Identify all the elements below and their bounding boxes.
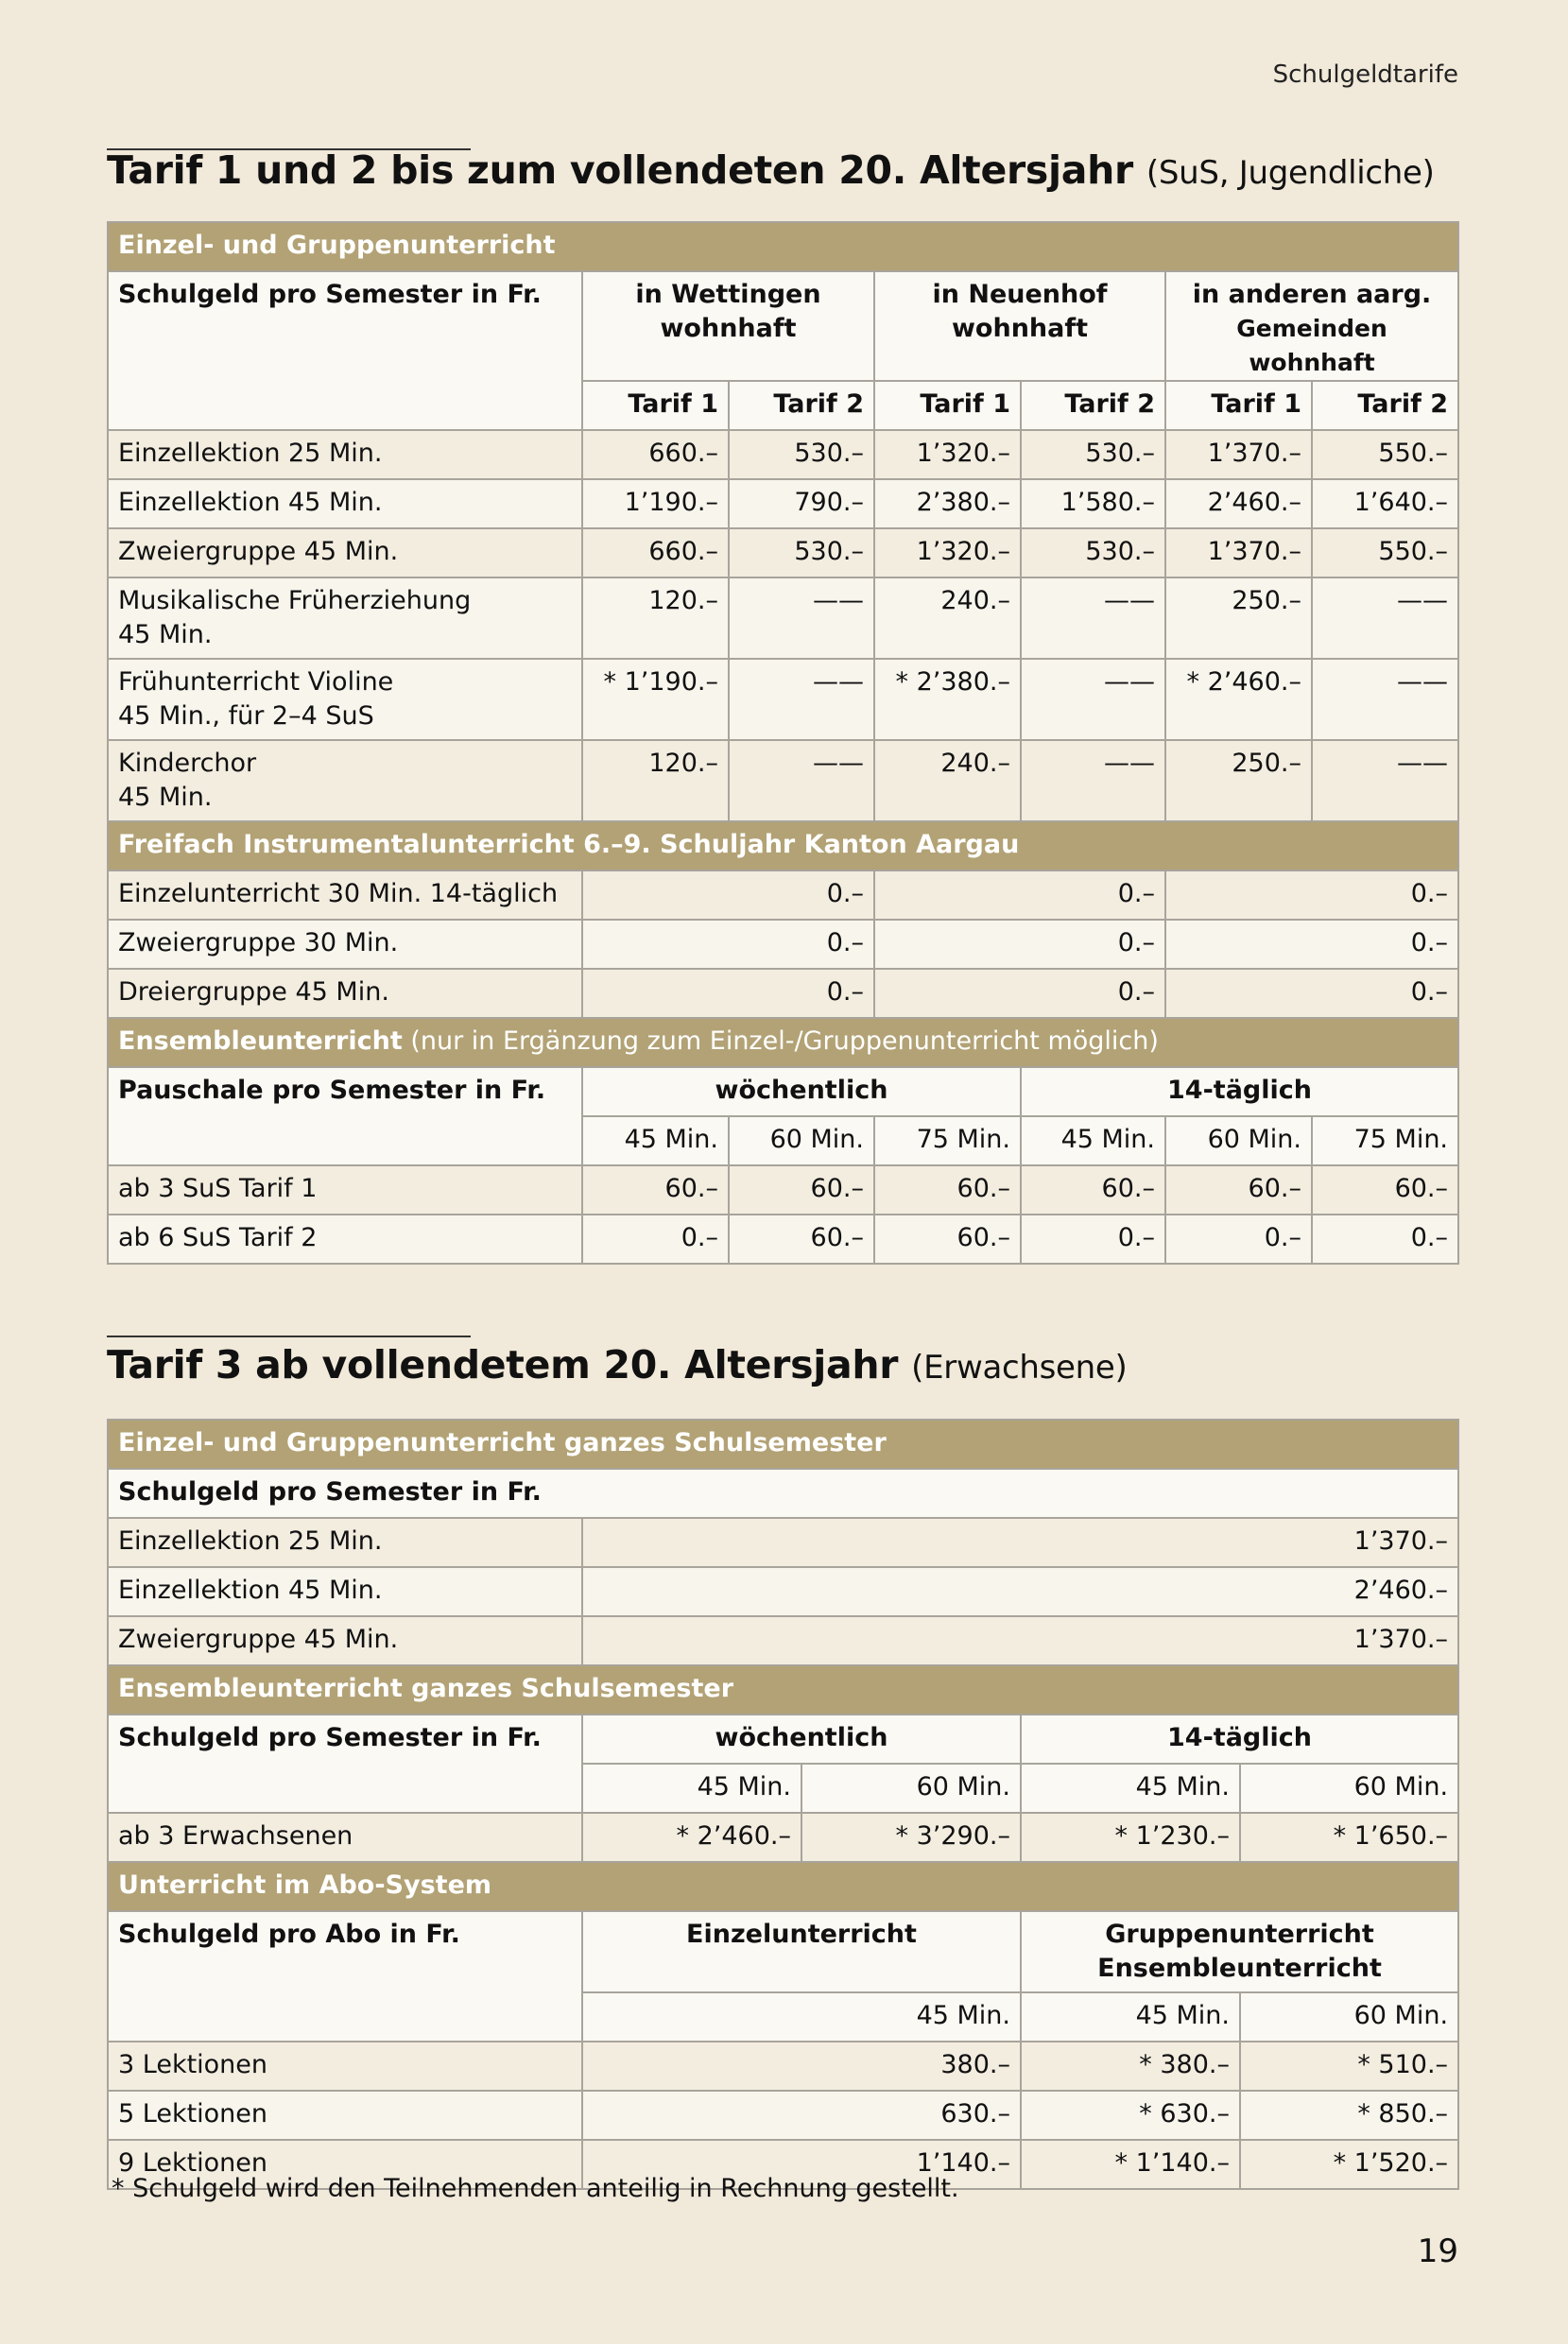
row-label: Frühunterricht Violine 45 Min., für 2–4 SuS [108,659,582,740]
group-header-andere: in anderen aarg. Gemeinden wohnhaft [1165,271,1458,381]
table-row [108,740,1458,821]
price-cell: * 1’650.– [1240,1813,1458,1862]
price-cell: 550.– [1312,430,1458,479]
table-row [108,1518,1458,1567]
band-freifach: Freifach Instrumentalunterricht 6.–9. Schuljahr Kanton Aargau [108,821,1458,870]
group-header-14-taeglich: 14-täglich [1021,1715,1458,1764]
tarif-header: Tarif 2 [1312,381,1458,430]
duration-header: 45 Min. [582,1764,801,1813]
price-cell: 530.– [1021,430,1165,479]
price-cell: 1’320.– [874,430,1021,479]
price-cell: —— [1312,740,1458,821]
price-cell: 530.– [729,430,874,479]
row-label: Einzellektion 45 Min. [108,479,582,528]
price-cell: 0.– [582,870,874,920]
row-label: Einzellektion 25 Min. [108,1518,582,1567]
tarif-header: Tarif 2 [729,381,874,430]
table-row [108,1567,1458,1616]
section2-title [107,1342,1128,1387]
row-label: Einzellektion 25 Min. [108,430,582,479]
price-cell: 60.– [874,1215,1021,1264]
price-cell: 1’370.– [582,1616,1458,1665]
price-cell: —— [729,659,874,740]
band-ensemble-erwachsene: Ensembleunterricht ganzes Schulsemester [108,1665,1458,1715]
row-label: Zweiergruppe 45 Min. [108,1616,582,1665]
price-cell: 630.– [582,2091,1021,2140]
duration-header: 75 Min. [874,1116,1021,1165]
price-cell: 530.– [1021,528,1165,577]
price-cell: 60.– [1312,1165,1458,1215]
group-header-wettingen: in Wettingen wohnhaft [582,271,874,381]
page-number: 19 [1417,2232,1458,2270]
row-label: 5 Lektionen [108,2091,582,2140]
corner-header: Schulgeld pro Semester in Fr. [108,1715,582,1813]
section1-title [107,147,1435,193]
price-cell: 0.– [1165,870,1458,920]
table-row [108,1813,1458,1862]
duration-header: 60 Min. [1240,1992,1458,2042]
price-cell: * 1’230.– [1021,1813,1240,1862]
price-cell: 250.– [1165,740,1312,821]
band-ensemble: Ensembleunterricht (nur in Ergänzung zum Einzel-/Gruppenunterricht möglich) [108,1018,1458,1067]
band-abo-system: Unterricht im Abo-System [108,1862,1458,1911]
price-cell: 60.– [1165,1165,1312,1215]
price-cell: 0.– [1165,920,1458,969]
price-cell: 120.– [582,577,729,659]
table-row [108,1616,1458,1665]
tarif-1-2-table [107,221,1459,1265]
duration-header: 45 Min. [582,1116,729,1165]
price-cell: 0.– [1165,969,1458,1018]
price-cell: 60.– [729,1165,874,1215]
price-cell: 660.– [582,528,729,577]
price-cell: 1’370.– [1165,430,1312,479]
price-cell: —— [1021,659,1165,740]
row-label: ab 3 Erwachsenen [108,1813,582,1862]
price-cell: 240.– [874,577,1021,659]
price-cell: * 1’190.– [582,659,729,740]
tarif-3-table [107,1419,1459,2190]
duration-header: 45 Min. [582,1992,1021,2042]
price-cell: 1’190.– [582,479,729,528]
price-cell: 2’380.– [874,479,1021,528]
price-cell: * 380.– [1021,2042,1240,2091]
price-cell: 1’140.– [582,2140,1021,2189]
section-rule [107,1336,471,1337]
duration-header: 60 Min. [801,1764,1021,1813]
band-einzel-gruppen: Einzel- und Gruppenunterricht [108,222,1458,271]
duration-header: 75 Min. [1312,1116,1458,1165]
tarif-header: Tarif 1 [582,381,729,430]
price-cell: 1’370.– [1165,528,1312,577]
group-header-woechentlich: wöchentlich [582,1715,1021,1764]
price-cell: 660.– [582,430,729,479]
row-label: ab 6 SuS Tarif 2 [108,1215,582,1264]
price-cell: 790.– [729,479,874,528]
table-row [108,870,1458,920]
table-row [108,2042,1458,2091]
price-cell: 0.– [582,920,874,969]
corner-header: Pauschale pro Semester in Fr. [108,1067,582,1165]
group-header-14-taeglich: 14-täglich [1021,1067,1458,1116]
table-row [108,430,1458,479]
row-label: ab 3 SuS Tarif 1 [108,1165,582,1215]
price-cell: 0.– [582,1215,729,1264]
duration-header: 45 Min. [1021,1992,1240,2042]
duration-header: 60 Min. [1240,1764,1458,1813]
footnote: * Schulgeld wird den Teilnehmenden anteilig in Rechnung gestellt. [112,2174,959,2203]
price-cell: * 1’520.– [1240,2140,1458,2189]
table-row [108,969,1458,1018]
price-cell: * 630.– [1021,2091,1240,2140]
row-label: Zweiergruppe 45 Min. [108,528,582,577]
price-cell: 250.– [1165,577,1312,659]
row-label: Dreiergruppe 45 Min. [108,969,582,1018]
group-header-gruppen-ensemble: Gruppenunterricht Ensembleunterricht [1021,1911,1458,1992]
corner-header: Schulgeld pro Semester in Fr. [108,271,582,430]
table-row [108,479,1458,528]
table-row [108,1165,1458,1215]
price-cell: * 2’460.– [582,1813,801,1862]
price-cell: —— [729,577,874,659]
price-cell: 380.– [582,2042,1021,2091]
price-cell: 60.– [1021,1165,1165,1215]
price-cell: 0.– [1021,1215,1165,1264]
section1-title-sub: (SuS, Jugendliche) [1146,154,1435,192]
table-row [108,577,1458,659]
price-cell: —— [729,740,874,821]
row-label: 9 Lektionen [108,2140,582,2189]
price-cell: 60.– [874,1165,1021,1215]
price-cell: 1’370.– [582,1518,1458,1567]
price-cell: 2’460.– [1165,479,1312,528]
price-cell: * 2’380.– [874,659,1021,740]
table-row [108,2091,1458,2140]
section2-title-main: Tarif 3 ab vollendetem 20. Altersjahr [107,1342,899,1387]
price-cell: 0.– [1165,1215,1312,1264]
row-label: Musikalische Früherziehung 45 Min. [108,577,582,659]
price-cell: * 2’460.– [1165,659,1312,740]
price-cell: 0.– [874,969,1165,1018]
price-cell: 60.– [582,1165,729,1215]
price-cell: 60.– [729,1215,874,1264]
price-cell: 0.– [874,920,1165,969]
duration-header: 60 Min. [729,1116,874,1165]
price-cell: * 850.– [1240,2091,1458,2140]
tarif-header: Tarif 1 [1165,381,1312,430]
price-cell: 550.– [1312,528,1458,577]
running-head: Schulgeldtarife [1272,60,1458,89]
duration-header: 45 Min. [1021,1764,1240,1813]
price-cell: —— [1312,659,1458,740]
price-cell: 0.– [1312,1215,1458,1264]
duration-header: 60 Min. [1165,1116,1312,1165]
row-label: 3 Lektionen [108,2042,582,2091]
price-cell: —— [1312,577,1458,659]
section2-title-sub: (Erwachsene) [911,1349,1128,1387]
group-header-einzelunterricht: Einzelunterricht [582,1911,1021,1992]
price-cell: * 3’290.– [801,1813,1021,1862]
tarif-header: Tarif 2 [1021,381,1165,430]
price-cell: 120.– [582,740,729,821]
band-einzel-gruppen-erwachsene: Einzel- und Gruppenunterricht ganzes Schulsemester [108,1420,1458,1469]
row-label: Kinderchor 45 Min. [108,740,582,821]
table-row [108,1215,1458,1264]
table-row [108,659,1458,740]
price-cell: 1’640.– [1312,479,1458,528]
price-cell: 240.– [874,740,1021,821]
tarif-header: Tarif 1 [874,381,1021,430]
table-row [108,920,1458,969]
row-label: Einzellektion 45 Min. [108,1567,582,1616]
group-header-woechentlich: wöchentlich [582,1067,1021,1116]
table-row [108,528,1458,577]
row-label: Zweiergruppe 30 Min. [108,920,582,969]
price-cell: 1’320.– [874,528,1021,577]
price-cell: 2’460.– [582,1567,1458,1616]
corner-header: Schulgeld pro Abo in Fr. [108,1911,582,2042]
price-cell: 1’580.– [1021,479,1165,528]
price-cell: * 510.– [1240,2042,1458,2091]
group-header-neuenhof: in Neuenhof wohnhaft [874,271,1165,381]
price-cell: —— [1021,740,1165,821]
price-cell: 0.– [582,969,874,1018]
section1-title-main: Tarif 1 und 2 bis zum vollendeten 20. Altersjahr [107,147,1133,193]
price-cell: —— [1021,577,1165,659]
price-cell: 0.– [874,870,1165,920]
price-cell: 530.– [729,528,874,577]
duration-header: 45 Min. [1021,1116,1165,1165]
row-label: Einzelunterricht 30 Min. 14-täglich [108,870,582,920]
corner-header: Schulgeld pro Semester in Fr. [108,1469,1458,1518]
price-cell: * 1’140.– [1021,2140,1240,2189]
